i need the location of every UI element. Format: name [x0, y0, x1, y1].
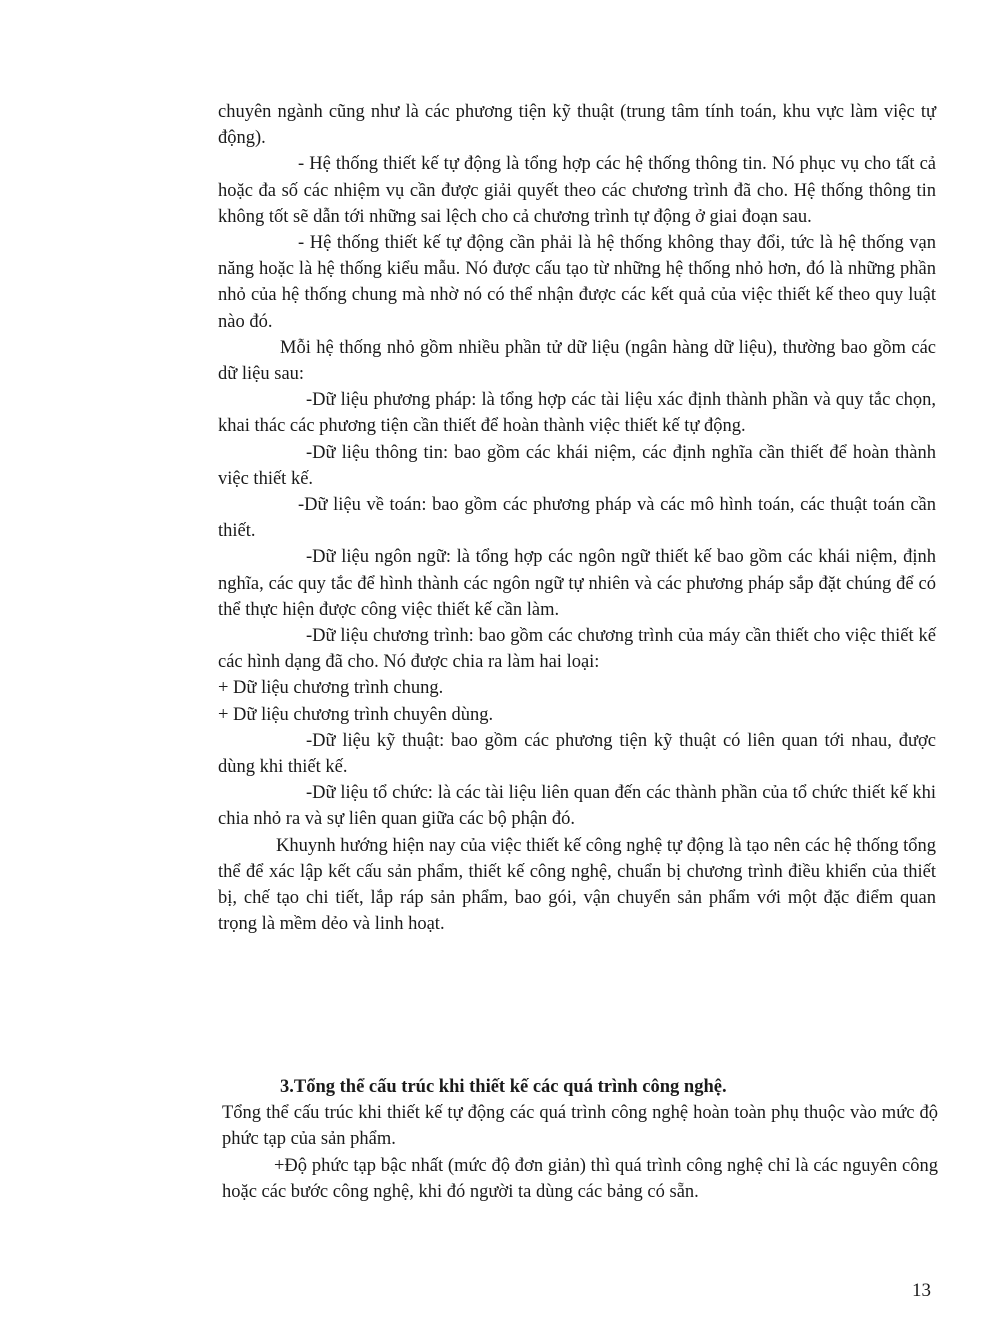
body-text-upper — [218, 99, 936, 938]
paragraph-unchanging-system: - Hệ thống thiết kế tự động cần phải là hệ thống không thay đổi, tức là hệ thống vạn năng hoặc là hệ thống kiểu mẫu. Nó được cấu tạo từ những hệ thống nhỏ hơn, đó là những phần nhỏ của hệ thống chung mà nhờ nó có thể nhận được các kết quả của việc thiết kế theo quy luật nào đó. — [218, 233, 936, 332]
list-item-general-program: + Dữ liệu chương trình chung. — [218, 678, 444, 699]
paragraph-continuation: chuyên ngành cũng như là các phương tiện kỹ thuật (trung tâm tính toán, khu vực làm việc tự động). — [218, 102, 936, 149]
paragraph-language-data: -Dữ liệu ngôn ngữ: là tổng hợp các ngôn ngữ thiết kế bao gồm các khái niệm, định nghĩa, các quy tắc để hình thành các ngôn ngữ tự nhiên và các phương pháp sắp đặt chúng để có thể thực hiện được công việc thiết kế cần làm. — [218, 547, 936, 620]
paragraph-subsystem-data: Mỗi hệ thống nhỏ gồm nhiều phần tử dữ liệu (ngân hàng dữ liệu), thường bao gồm các dữ liệu sau: — [218, 337, 936, 385]
section-heading: 3.Tổng thể cấu trúc khi thiết kế các quá trình công nghệ. — [280, 1077, 727, 1097]
paragraph-program-data: -Dữ liệu chương trình: bao gồm các chương trình của máy cần thiết cho việc thiết kế các hình dạng đã cho. Nó được chia ra làm hai loại: — [218, 626, 936, 673]
paragraph-information-system: - Hệ thống thiết kế tự động là tổng hợp các hệ thống thông tin. Nó phục vụ cho tất cả hoặc đa số các nhiệm vụ cần được giải quyết theo các chương trình đã cho. Hệ thống thông tin không tốt sẽ dẫn tới những sai lệch cho cả chương trình tự động ở giai đoạn sau. — [218, 154, 936, 227]
paragraph-information-data: -Dữ liệu thông tin: bao gồm các khái niệm, các định nghĩa cần thiết để hoàn thành việc thiết kế. — [218, 442, 936, 489]
paragraph-organization-data: -Dữ liệu tổ chức: là các tài liệu liên quan đến các thành phần của tổ chức thiết kế khi chia nhỏ ra và sự liên quan giữa các bộ phận đó. — [218, 783, 936, 830]
section-intro: Tổng thể cấu trúc khi thiết kế tự động các quá trình công nghệ hoàn toàn phụ thuộc vào mức độ phức tạp của sản phẩm. — [222, 1103, 938, 1150]
list-item-special-program: + Dữ liệu chương trình chuyên dùng. — [218, 704, 494, 725]
paragraph-technical-data: -Dữ liệu kỹ thuật: bao gồm các phương tiện kỹ thuật có liên quan tới nhau, được dùng khi thiết kế. — [218, 730, 936, 778]
paragraph-method-data: -Dữ liệu phương pháp: là tổng hợp các tài liệu xác định thành phần và quy tắc chọn, khai thác các phương tiện cần thiết để hoàn thành việc thiết kế tự động. — [218, 390, 936, 437]
paragraph-current-trend: Khuynh hướng hiện nay của việc thiết kế công nghệ tự động là tạo nên các hệ thống tổng thể để xác lập kết cấu sản phẩm, thiết kế công nghệ, chuẩn bị chương trình điều khiển của thiết bị, chế tạo chi tiết, lắp ráp sản phẩm, bao gói, vận chuyển sản phẩm với một đặc điểm quan trọng là mềm dẻo và linh hoạt. — [218, 835, 936, 935]
paragraph-math-data: -Dữ liệu về toán: bao gồm các phương pháp và các mô hình toán, các thuật toán cần thiết. — [218, 495, 936, 542]
paragraph-complexity-level-one: +Độ phức tạp bậc nhất (mức độ đơn giản) thì quá trình công nghệ chỉ là các nguyên công hoặc các bước công nghệ, khi đó người ta dùng các bảng có sẵn. — [222, 1155, 938, 1202]
body-text-lower — [222, 1074, 938, 1205]
page-number: 13 — [912, 1280, 931, 1301]
